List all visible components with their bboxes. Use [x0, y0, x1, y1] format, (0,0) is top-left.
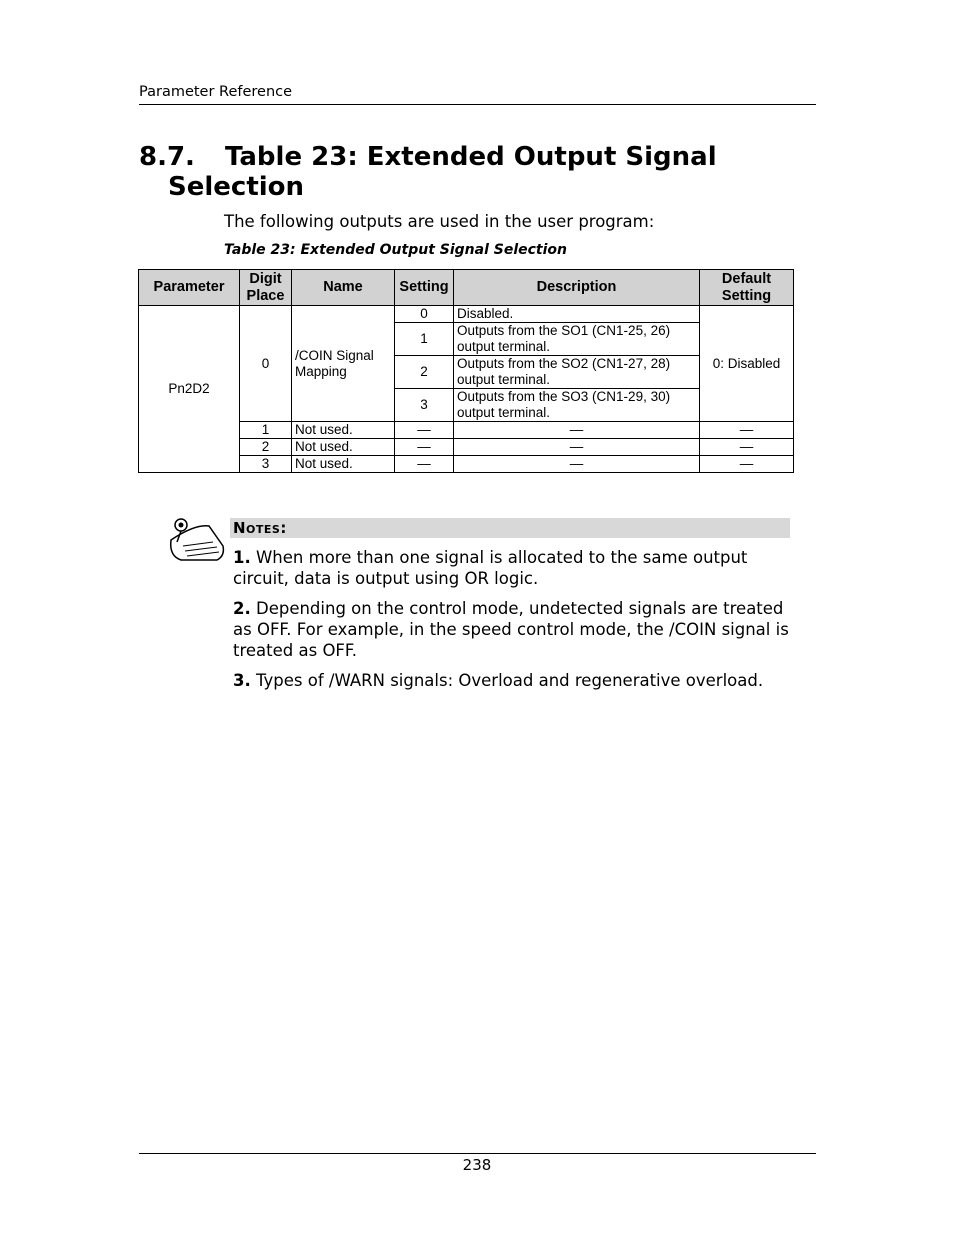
default-cell: —: [700, 456, 794, 473]
digit-cell: 3: [240, 456, 292, 473]
running-header: Parameter Reference: [139, 84, 816, 105]
note-text: Depending on the control mode, undetected signals are treated as OFF. For example, in the speed control mode, the /COIN signal is treated as OFF.: [233, 599, 789, 660]
note-item-2: [233, 598, 793, 661]
name-cell: Not used.: [292, 439, 395, 456]
setting-cell: —: [395, 456, 454, 473]
setting-cell: —: [395, 439, 454, 456]
parameter-cell: Pn2D2: [139, 306, 240, 473]
pushpin-note-icon: [165, 516, 227, 566]
section-title-line2: Selection: [168, 172, 305, 202]
setting-cell: —: [395, 422, 454, 439]
header-parameter: Parameter: [139, 270, 240, 306]
table-row: [139, 306, 794, 323]
section-number: 8.7.: [139, 142, 195, 172]
table-caption: Table 23: Extended Output Signal Selection: [224, 242, 567, 258]
default-cell: —: [700, 439, 794, 456]
description-cell: Outputs from the SO3 (CN1-29, 30) output terminal.: [454, 389, 700, 422]
note-item-3: [233, 670, 793, 691]
note-number: 1.: [233, 548, 251, 567]
digit-cell: 1: [240, 422, 292, 439]
description-cell: —: [454, 456, 700, 473]
description-cell: Outputs from the SO1 (CN1-25, 26) output terminal.: [454, 323, 700, 356]
default-cell: —: [700, 422, 794, 439]
digit-cell: 0: [240, 306, 292, 422]
setting-cell: 3: [395, 389, 454, 422]
intro-paragraph: The following outputs are used in the user program:: [224, 212, 655, 231]
footer-rule: [139, 1153, 816, 1154]
description-cell: Disabled.: [454, 306, 700, 323]
description-cell: —: [454, 422, 700, 439]
note-text: When more than one signal is allocated to the same output circuit, data is output using OR logic.: [233, 548, 748, 588]
name-cell: Not used.: [292, 456, 395, 473]
header-name: Name: [292, 270, 395, 306]
setting-cell: 2: [395, 356, 454, 389]
note-number: 2.: [233, 599, 251, 618]
description-cell: Outputs from the SO2 (CN1-27, 28) output terminal.: [454, 356, 700, 389]
description-cell: —: [454, 439, 700, 456]
notes-heading-bar: [230, 518, 790, 538]
note-number: 3.: [233, 671, 251, 690]
page-number: 238: [462, 1156, 492, 1174]
note-item-1: [233, 547, 793, 589]
header-digit-place: Digit Place: [240, 270, 292, 306]
header-default-setting: Default Setting: [700, 270, 794, 306]
default-cell: 0: Disabled: [700, 306, 794, 422]
table-header-row: [139, 270, 794, 306]
section-title: [139, 142, 759, 202]
setting-cell: 1: [395, 323, 454, 356]
note-text: Types of /WARN signals: Overload and regenerative overload.: [250, 671, 764, 690]
notes-heading: Notes:: [233, 519, 287, 537]
digit-cell: 2: [240, 439, 292, 456]
name-cell: Not used.: [292, 422, 395, 439]
header-description: Description: [454, 270, 700, 306]
section-title-line1: Table 23: Extended Output Signal: [225, 142, 717, 172]
parameter-table: [138, 269, 794, 473]
name-cell: /COIN Signal Mapping: [292, 306, 395, 422]
header-setting: Setting: [395, 270, 454, 306]
setting-cell: 0: [395, 306, 454, 323]
